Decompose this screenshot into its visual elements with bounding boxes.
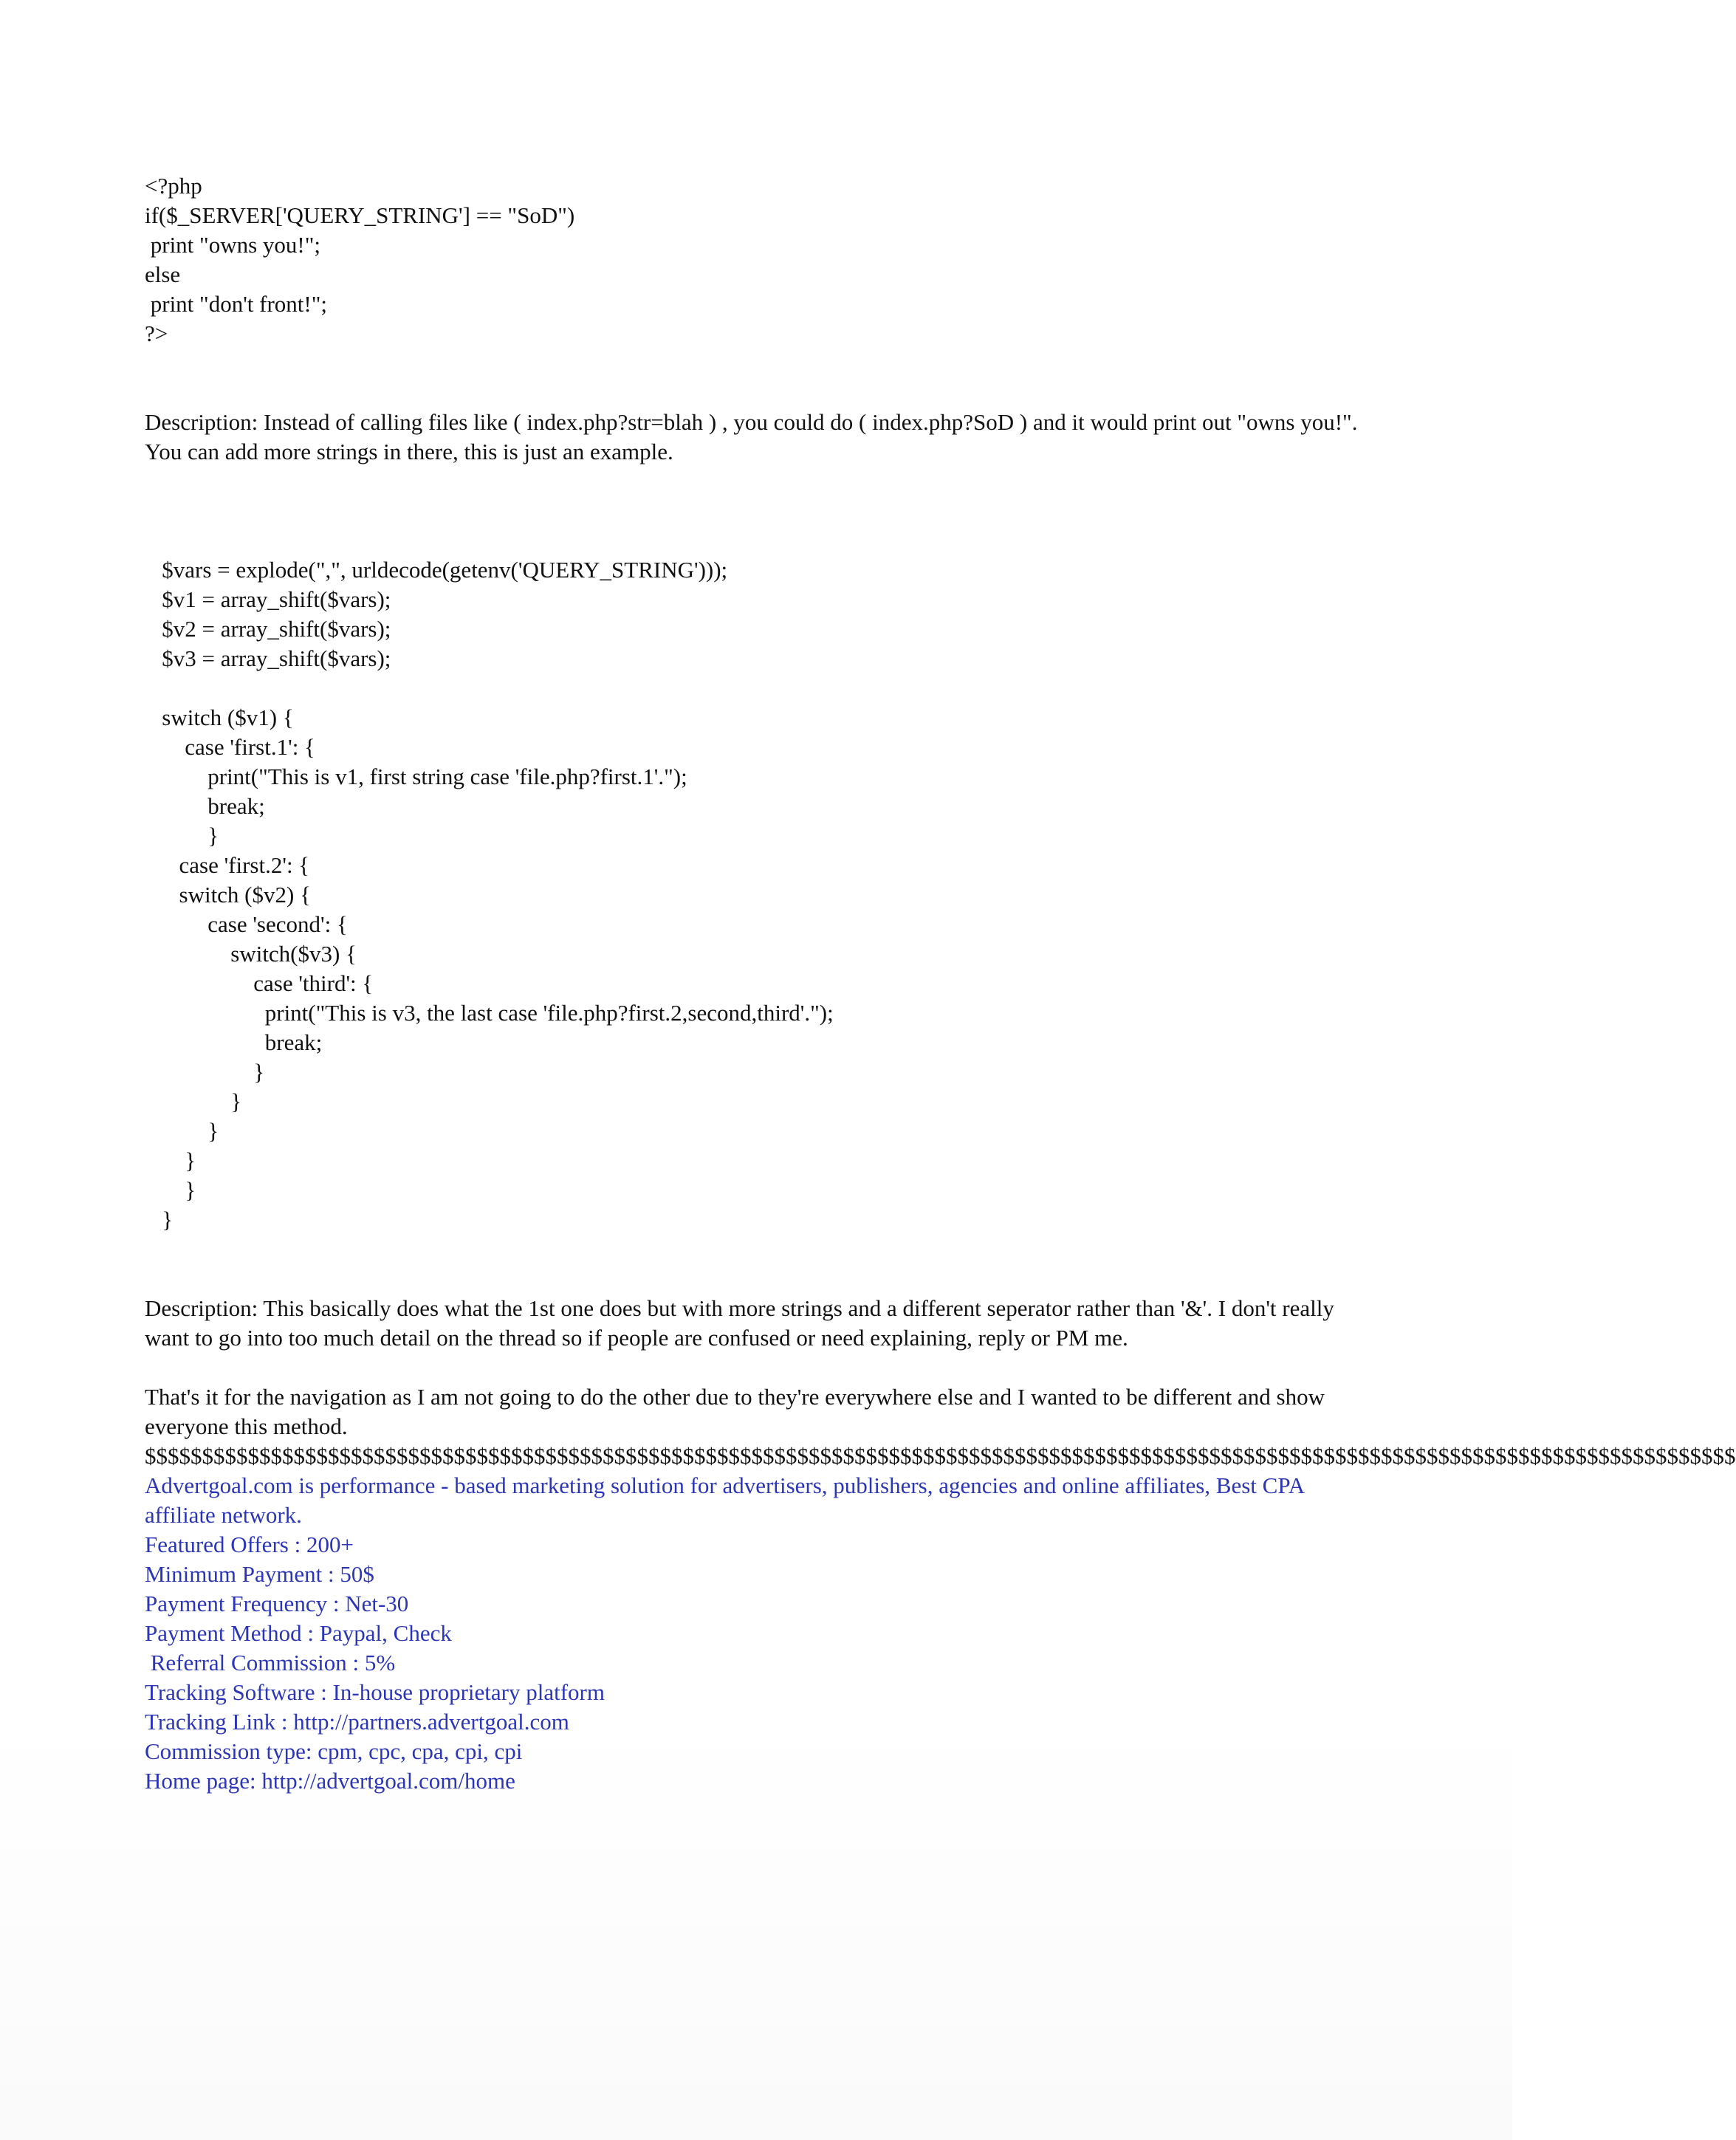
code-line: break; (145, 1029, 323, 1055)
code-line: switch($v3) { (145, 941, 357, 967)
ad-line-featured-offers: Featured Offers : 200+ (145, 1532, 354, 1557)
closing-paragraph: That's it for the navigation as I am not going to do the other due to they're everywhere else and I wanted to be different and show everyone this method. (145, 1384, 1325, 1439)
code-line: print("This is v1, first string case 'file.php?first.1'."); (145, 764, 687, 789)
ad-line-referral-commission: Referral Commission : 5% (145, 1650, 396, 1676)
ad-line-commission-type: Commission type: cpm, cpc, cpa, cpi, cpi (145, 1738, 523, 1764)
code-line: } (145, 1207, 174, 1232)
code-line: case 'first.2': { (145, 852, 310, 878)
ad-line-payment-method: Payment Method : Paypal, Check (145, 1620, 452, 1646)
spacer (145, 467, 1370, 555)
description-2: Description: This basically does what the 1st one does but with more strings and a different seperator rather than '&'. I don't really want to go into too much detail on the thread so if people are confused or need explaining, reply or PM me. (145, 1295, 1334, 1351)
code-line: } (145, 823, 219, 848)
code-line: } (145, 1177, 196, 1203)
code-line: $v3 = array_shift($vars); (145, 645, 391, 671)
ad-intro: Advertgoal.com is performance - based marketing solution for advertisers, publishers, agencies and online affiliates, Best CPA affiliate network. (145, 1472, 1304, 1528)
code-line: print "owns you!"; (145, 232, 320, 258)
code-block-2 (145, 555, 1370, 1235)
advertisement-block (145, 1471, 1370, 1796)
spacer (145, 349, 1370, 408)
description-1: Description: Instead of calling files like ( index.php?str=blah ) , you could do ( index.php?SoD ) and it would print out "owns you!". You can add more strings in there, this is just an example. (145, 409, 1358, 464)
document-body (145, 171, 1736, 1796)
code-block-1 (145, 171, 1370, 349)
code-line: $vars = explode(",", urldecode(getenv('QUERY_STRING'))); (145, 557, 728, 583)
ad-line-tracking-link: Tracking Link : http://partners.advertgoal.com (145, 1709, 569, 1735)
code-line: else (145, 261, 181, 287)
code-line: print("This is v3, the last case 'file.php?first.2,second,third'."); (145, 1000, 834, 1026)
dollar-separator: $$$$$$$$$$$$$$$$$$$$$$$$$$$$$$$$$$$$$$$$$$$$$$$$$$$$$$$$$$$$$$$$$$$$$$$$$$$$$$$$$$$$$$$$$$$$$$$$$$$$$$$$$$$$$$$$$$$$$$$$$$$$$$$$$$$$$$$$$$$ (145, 1443, 1736, 1469)
code-line: case 'second': { (145, 911, 348, 937)
code-line: case 'first.1': { (145, 734, 315, 760)
code-line: switch ($v1) { (145, 704, 294, 730)
code-line: switch ($v2) { (145, 882, 311, 908)
code-line (145, 673, 1370, 703)
code-line: $v1 = array_shift($vars); (145, 586, 391, 612)
ad-line-tracking-software: Tracking Software : In-house proprietary platform (145, 1679, 605, 1705)
code-line: if($_SERVER['QUERY_STRING'] == "SoD") (145, 202, 575, 228)
code-line: <?php (145, 173, 202, 199)
code-line: } (145, 1148, 196, 1173)
code-line: case 'third': { (145, 970, 374, 996)
ad-line-minimum-payment: Minimum Payment : 50$ (145, 1561, 374, 1587)
code-line: } (145, 1059, 265, 1085)
code-line: $v2 = array_shift($vars); (145, 616, 391, 642)
code-line: } (145, 1088, 242, 1114)
spacer (145, 1353, 1370, 1382)
code-line: ?> (145, 320, 168, 346)
code-line: } (145, 1118, 219, 1144)
ad-line-home-page: Home page: http://advertgoal.com/home (145, 1768, 515, 1794)
spacer (145, 1235, 1370, 1294)
code-line: break; (145, 793, 265, 819)
code-line: print "don't front!"; (145, 291, 328, 317)
ad-line-payment-frequency: Payment Frequency : Net-30 (145, 1591, 409, 1616)
